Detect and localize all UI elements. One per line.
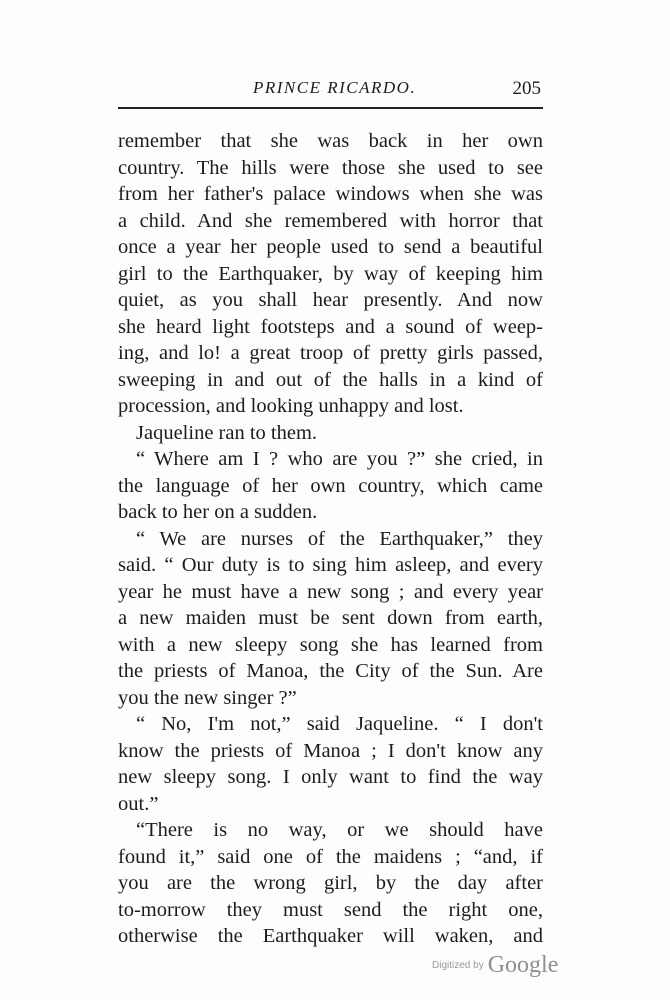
text-line: procession, and looking unhappy and lost. [118, 395, 464, 417]
running-title: PRINCE RICARDO. [253, 78, 417, 97]
text-line: out.” [118, 792, 159, 815]
text-line: “ No, I'm not,” said Jaqueline. “ I don't [136, 713, 543, 735]
text-line: girl to the Earthquaker, by way of keeping him [118, 262, 543, 285]
text-line: you the new singer ?” [118, 686, 297, 709]
text-line: back to her on a sudden. [118, 501, 318, 523]
text-line: country. The hills were those she used to see [118, 156, 543, 179]
digitized-by-label: Digitized by [432, 960, 484, 971]
text-line: “ We are nurses of the Earthquaker,” they [136, 527, 543, 550]
google-logo: Google [487, 952, 559, 978]
text-line: the language of her own country, which came [118, 474, 543, 497]
text-line: ing, and lo! a great troop of pretty girls passed, [118, 342, 543, 364]
text-line: once a year her people used to send a beautiful [118, 236, 543, 258]
text-line: a child. And she remembered with horror that [118, 209, 543, 232]
header-rule [118, 107, 543, 109]
text-line: “There is no way, or we should have [136, 819, 543, 841]
text-line: said. “ Our duty is to sing him asleep, and every [118, 554, 543, 576]
text-line: with a new sleepy song she has learned from [118, 633, 543, 656]
text-line: quiet, as you shall hear presently. And now [118, 289, 543, 311]
page-header [118, 78, 543, 112]
text-line: otherwise the Earthquaker will waken, and [118, 925, 543, 947]
digitization-watermark [432, 952, 558, 982]
text-line: new sleepy song. I only want to find the way [118, 766, 543, 788]
text-line: you are the wrong girl, by the day after [118, 872, 543, 894]
page-number: 205 [512, 78, 541, 99]
text-line: year he must have a new song ; and every year [118, 580, 543, 603]
text-line: “ Where am I ? who are you ?” she cried, in [136, 448, 543, 470]
text-line: the priests of Manoa, the City of the Sun. Are [118, 660, 543, 682]
text-line: sweeping in and out of the halls in a kind of [118, 368, 543, 391]
text-line: she heard light footsteps and a sound of weep- [118, 315, 543, 338]
text-line: know the priests of Manoa ; I don't know any [118, 739, 543, 762]
text-line: found it,” said one of the maidens ; “and, if [118, 845, 543, 868]
text-line: to-morrow they must send the right one, [118, 898, 543, 921]
text-line: remember that she was back in her own [118, 130, 543, 152]
text-line: a new maiden must be sent down from earth, [118, 607, 543, 629]
body-text [118, 128, 543, 950]
text-line: from her father's palace windows when she was [118, 183, 543, 205]
text-line: Jaqueline ran to them. [136, 421, 318, 444]
